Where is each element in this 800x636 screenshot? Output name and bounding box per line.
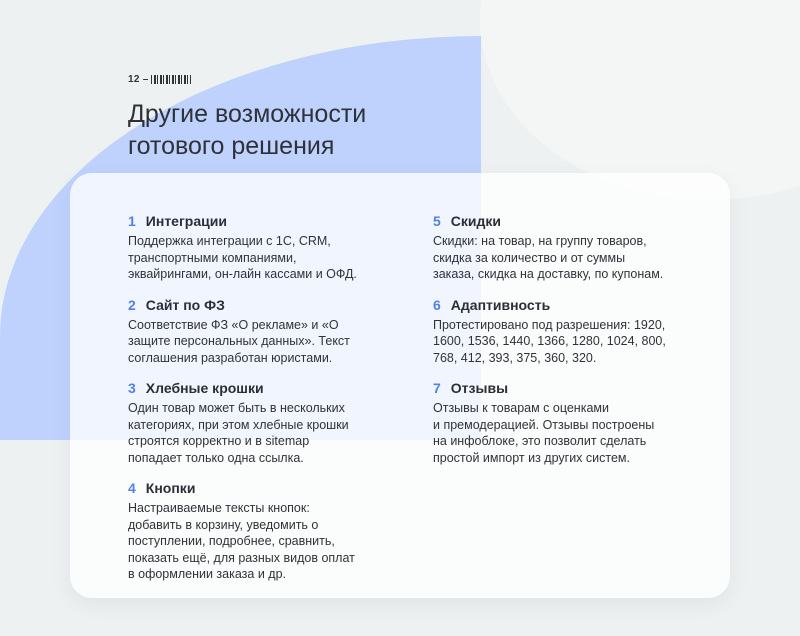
feature-title: Интеграции xyxy=(145,213,227,229)
feature-title: Хлебные крошки xyxy=(145,380,264,396)
feature-description: Настраиваемые тексты кнопок: добавить в корзину, уведомить о поступлении, подробнее, сравнить, показать ещё, для разных видов оплат в оформлении заказа и др. xyxy=(128,501,355,581)
page-number xyxy=(128,74,191,85)
feature-number: 2 xyxy=(128,296,136,313)
feature-title: Отзывы xyxy=(450,380,509,396)
feature-item xyxy=(433,380,703,466)
feature-item xyxy=(433,213,703,283)
feature-number: 1 xyxy=(128,213,136,229)
page-title: Другие возможности готового решения xyxy=(128,100,367,160)
feature-title: Сайт по ФЗ xyxy=(145,296,225,313)
barcode-icon xyxy=(151,75,191,84)
feature-item xyxy=(128,480,388,583)
feature-description: Один товар может быть в нескольких категориях, при этом хлебные крошки строятся корректно и в sitemap попадает только одна ссылка. xyxy=(128,401,349,465)
feature-title: Адаптивность xyxy=(450,296,551,313)
feature-description: Протестировано под разрешения: 1920, 1600, 1536, 1440, 1366, 1280, 1024, 800, 768, 412, 393, 375, 360, 320. xyxy=(433,317,666,365)
page-number-text: 12 – xyxy=(128,74,149,85)
feature-number: 5 xyxy=(433,213,441,229)
feature-item xyxy=(128,297,388,367)
feature-number: 6 xyxy=(433,296,441,313)
feature-item xyxy=(433,297,703,367)
feature-description: Соответствие ФЗ «О рекламе» и «О защите персональных данных». Текст соглашения разработан юристами. xyxy=(128,317,350,365)
feature-number: 7 xyxy=(433,380,441,396)
feature-description: Скидки: на товар, на группу товаров, скидка за количество и от суммы заказа, скидка на доставку, по купонам. xyxy=(433,234,664,281)
feature-number: 3 xyxy=(128,380,136,396)
background-circle xyxy=(480,0,800,200)
feature-number: 4 xyxy=(128,480,136,496)
features-column-right xyxy=(433,213,703,480)
feature-description: Поддержка интеграции с 1С, CRM, транспортными компаниями, эквайрингами, он-лайн кассами и ОФД. xyxy=(128,234,357,281)
features-card xyxy=(70,173,730,598)
feature-description: Отзывы к товарам с оценками и премодерацией. Отзывы построены на инфоблоке, это позволит сделать простой импорт из других систем. xyxy=(433,401,655,465)
feature-title: Кнопки xyxy=(145,480,196,496)
feature-item xyxy=(128,213,388,283)
feature-item xyxy=(128,380,388,466)
feature-title: Скидки xyxy=(450,213,502,229)
features-column-left xyxy=(128,213,388,597)
